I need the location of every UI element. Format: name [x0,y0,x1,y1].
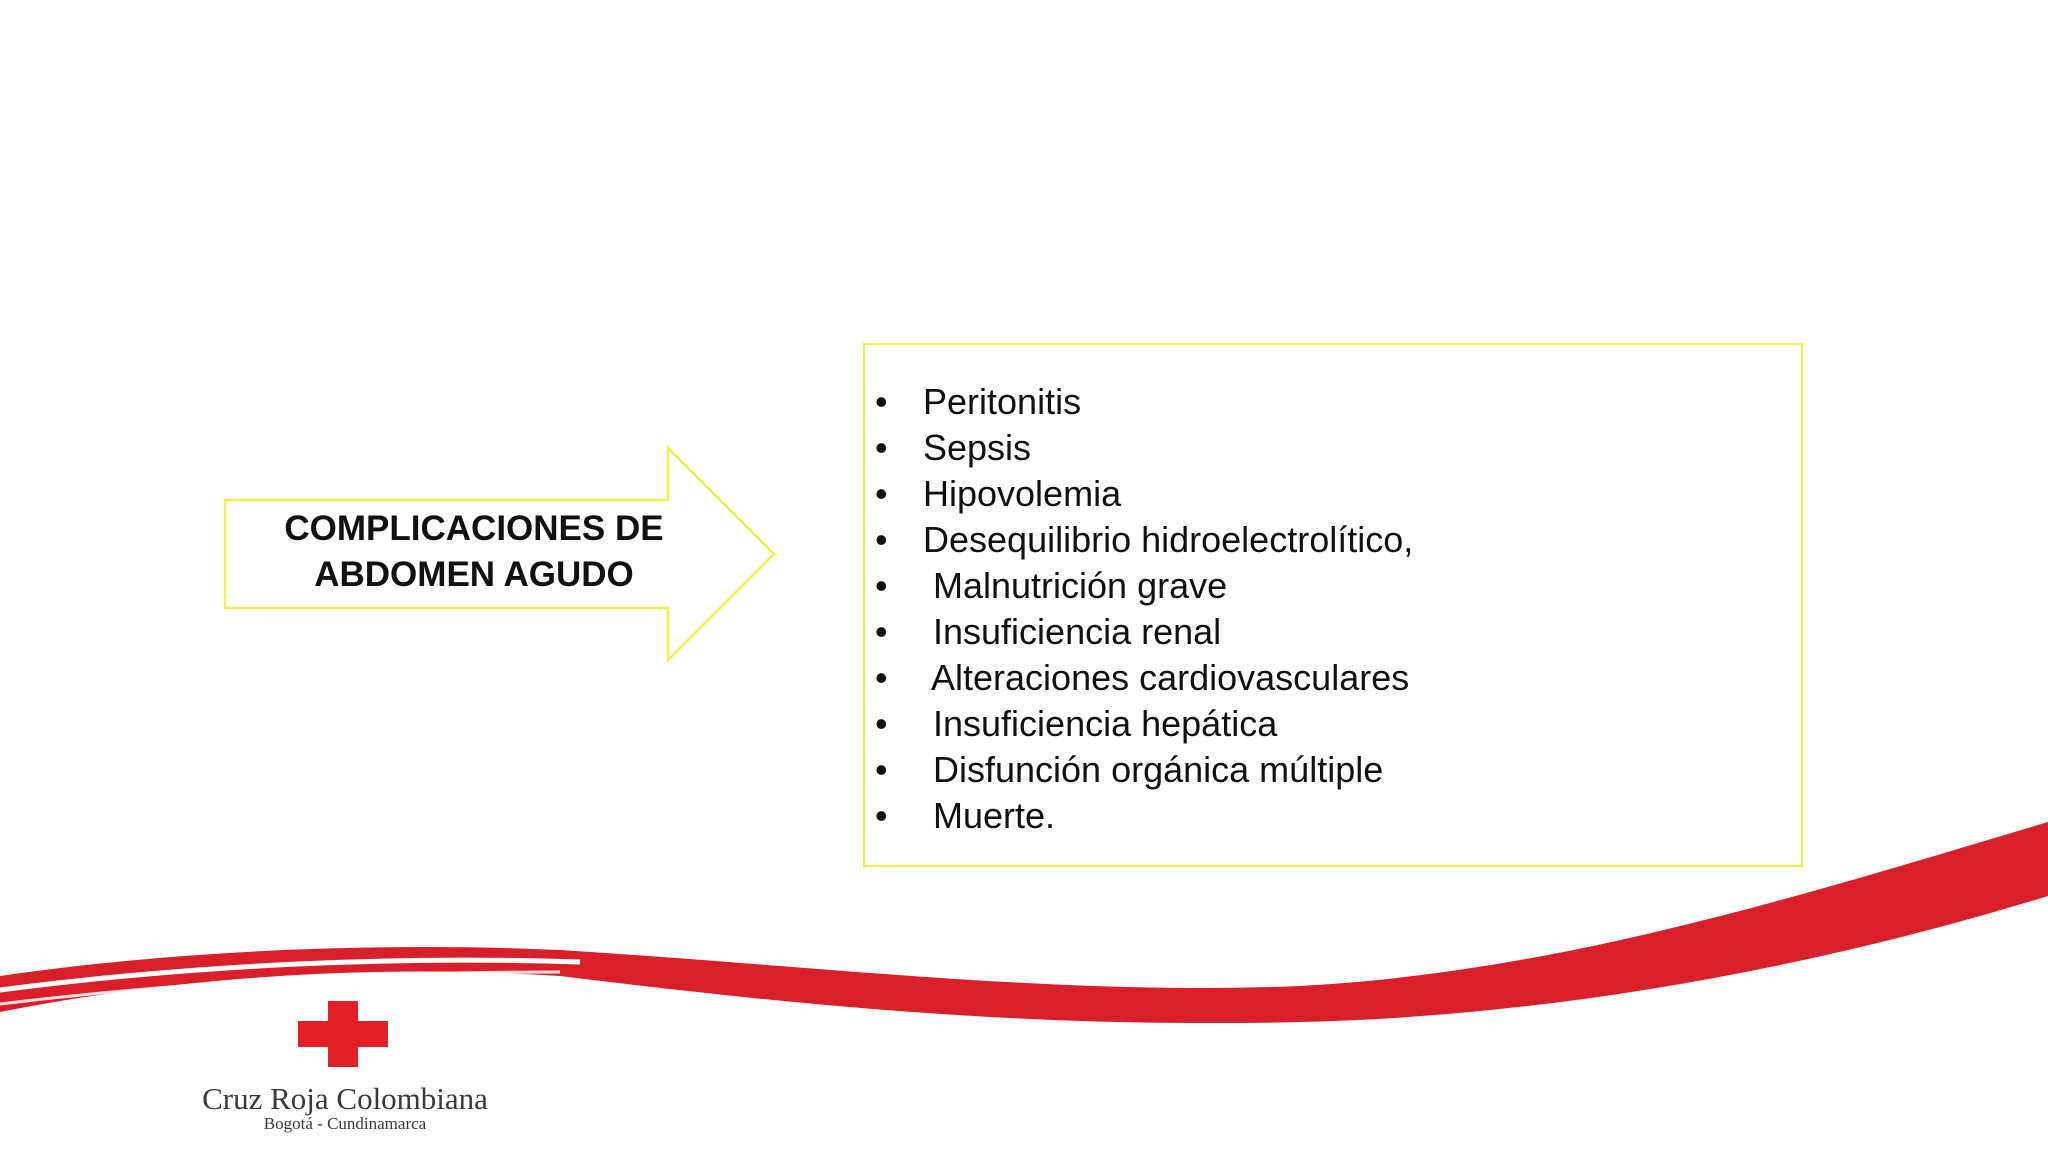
bullet-icon: • [875,427,888,468]
arrow-title-line-2: ABDOMEN AGUDO [314,555,634,594]
list-item-text: Disfunción orgánica múltiple [933,749,1384,790]
logo-location-subtitle: Bogotá - Cundinamarca [263,1114,427,1133]
list-item-text: Alteraciones cardiovasculares [931,657,1410,698]
bullet-icon: • [875,795,888,836]
list-item-text: Desequilibrio hidroelectrolítico, [923,519,1414,560]
complications-box [863,343,1803,867]
arrow-title [226,506,722,598]
bullet-icon: • [875,611,888,652]
bullet-icon: • [875,749,888,790]
list-item-text: Muerte. [933,795,1056,836]
bullet-icon: • [875,519,888,560]
bullet-icon: • [875,381,888,422]
arrow-title-line-1: COMPLICACIONES DE [284,509,664,548]
bullet-icon: • [875,703,888,744]
logo-organization-name: Cruz Roja Colombiana [202,1081,488,1116]
bullet-icon: • [875,473,888,514]
list-item-text: Hipovolemia [923,473,1122,514]
list-item-text: Malnutrición grave [933,565,1228,606]
bullet-icon: • [875,565,888,606]
list-item-text: Peritonitis [923,381,1082,422]
list-item-text: Insuficiencia renal [933,611,1222,652]
list-item-text: Sepsis [923,427,1032,468]
bullet-icon: • [875,657,888,698]
red-cross-icon [298,1001,388,1067]
list-item-text: Insuficiencia hepática [933,703,1278,744]
